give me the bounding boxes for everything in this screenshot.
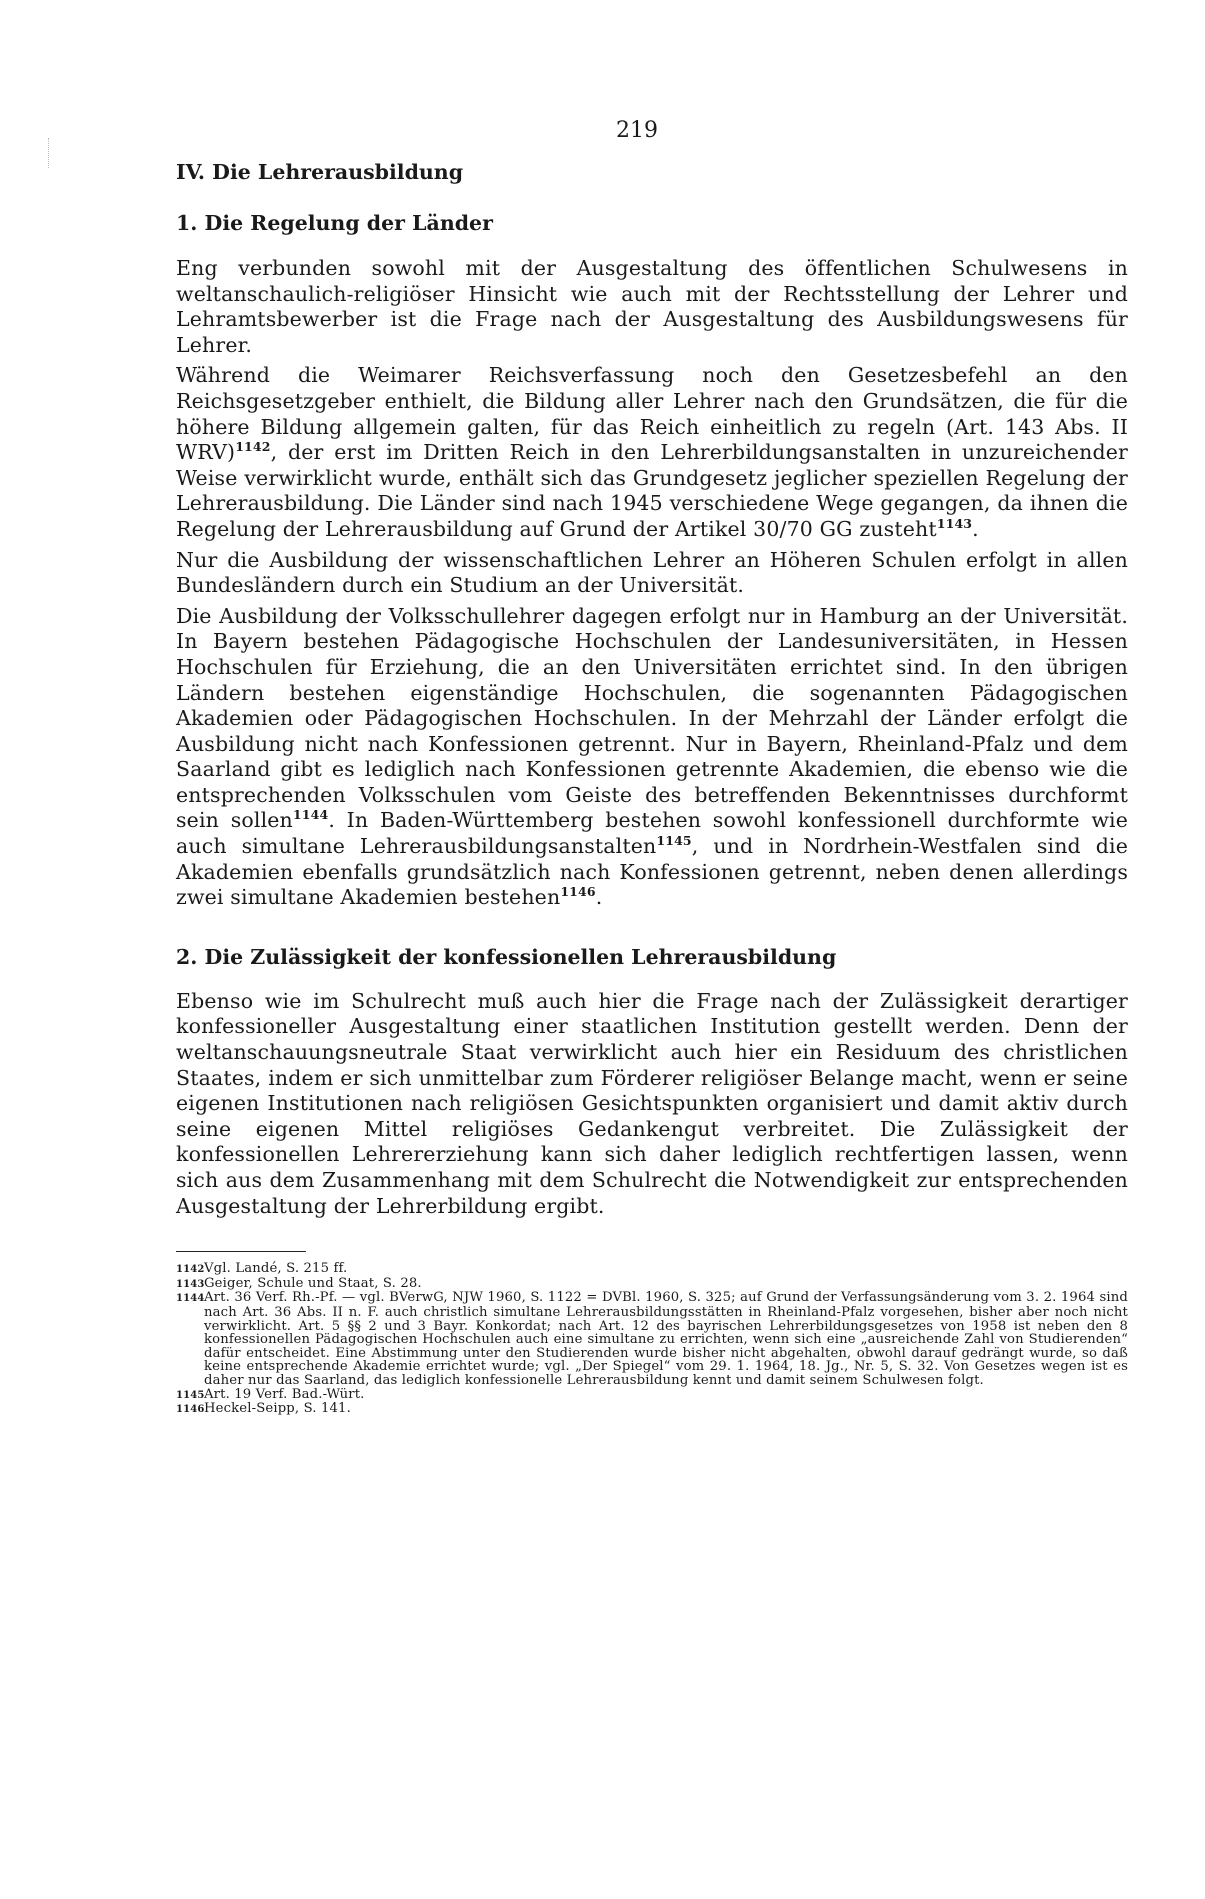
footnote: 1146Heckel-Seipp, S. 141. bbox=[176, 1401, 351, 1417]
scan-margin-marks bbox=[48, 138, 51, 168]
paragraph: Die Ausbildung der Volksschullehrer dagegen erfolgt nur in Hamburg an der Universität. In Bayern bestehen Pädagogische Hochschulen der Landesuniversitäten, in Hessen Hochschulen für Erziehung, die an den Universitäten errichtet sind. In den übrigen Ländern bestehen eigenständige Hochschulen, die sogenannten Pädagogischen Akademien oder Pädagogischen Hochschulen. In der Mehrzahl der Länder erfolgt die Ausbildung nicht nach Konfessionen getrennt. Nur in Bayern, Rheinland-Pfalz und dem Saarland gibt es lediglich nach Konfessionen getrennte Akademien, die ebenso wie die entsprechenden Volksschulen vom Geiste des betreffenden Bekenntnisses durchformt sein sollen$^{1144}$. In Baden-Württemberg bestehen sowohl konfessionell durchformte wie auch simultane Lehrerausbildungsanstalten$^{1145}$, und in Nordrhein-Westfalen sind die Akademien ebenfalls grundsätzlich nach Konfessionen getrennt, neben denen allerdings zwei simultane Akademien bestehen$^{1146}$. bbox=[176, 603, 1128, 910]
book-page bbox=[176, 118, 1128, 1417]
footnote-ref: 1145 bbox=[656, 833, 692, 849]
footnote-separator bbox=[176, 1251, 306, 1252]
paragraph: Während die Weimarer Reichsverfassung noch den Gesetzesbefehl an den Reichsgesetzgeber enthielt, die Bildung aller Lehrer nach den Grundsätzen, die für die höhere Bildung allgemein galten, für das Reich einheitlich zu regeln (Art. 143 Abs. II WRV)$^{1142}$, der erst im Dritten Reich in den Lehrerbildungsanstalten in unzureichender Weise verwirklicht wurde, enthält sich das Grundgesetz jeglicher speziellen Regelung der Lehrerausbildung. Die Länder sind nach 1945 verschiedene Wege gegangen, da ihnen die Regelung der Lehrerausbildung auf Grund der Artikel 30/70 GG zusteht$^{1143}$. bbox=[176, 363, 1128, 541]
paragraph: Ebenso wie im Schulrecht muß auch hier die Frage nach der Zulässigkeit derartiger konfessioneller Ausgestaltung einer staatlichen Institution gestellt werden. Denn der weltanschauungsneutrale Staat verwirklicht auch hier ein Residuum des christlichen Staates, indem er sich unmittelbar zum Förderer religiöser Belange macht, wenn er seine eigenen Institutionen nach religiösen Gesichtspunkten organisiert und damit aktiv durch seine eigenen Mittel religiöses Gedankengut verbreitet. Die Zulässigkeit der konfessionellen Lehrererziehung kann sich daher lediglich rechtfertigen lassen, wenn sich aus dem Zusammenhang mit dem Schulrecht die Notwendigkeit zur entsprechenden Ausgestaltung der Lehrerbildung ergibt. bbox=[176, 988, 1128, 1218]
subsection-heading-2: 2. Die Zulässigkeit der konfessionellen Lehrerausbildung bbox=[176, 944, 837, 969]
footnote-ref: 1144 bbox=[292, 807, 329, 823]
footnote-ref: 1143 bbox=[936, 515, 973, 531]
footnote: 1143Geiger, Schule und Staat, S. 28. bbox=[176, 1275, 422, 1291]
footnote: 1145Art. 19 Verf. Bad.-Würt. bbox=[176, 1386, 365, 1402]
footnotes bbox=[176, 1262, 1128, 1417]
section-heading: IV. Die Lehrerausbildung bbox=[176, 160, 464, 184]
paragraph: Eng verbunden sowohl mit der Ausgestaltung des öffentlichen Schulwesens in weltanschaulich-religiöser Hinsicht wie auch mit der Rechtsstellung der Lehrer und Lehramtsbewerber ist die Frage nach der Ausgestaltung des Ausbildungswesens für Lehrer. bbox=[176, 256, 1128, 357]
footnote-ref: 1142 bbox=[235, 439, 271, 455]
footnote: 1142Vgl. Landé, S. 215 ff. bbox=[176, 1261, 348, 1277]
footnote-ref: 1146 bbox=[560, 884, 596, 900]
footnote: 1144Art. 36 Verf. Rh.-Pf. — vgl. BVerwG, NJW 1960, S. 1122 = DVBl. 1960, S. 325; auf Grund der Verfassungsänderung vom 3. 2. 1964 sind nach Art. 36 Abs. II n. F. auch christlich simultane Lehrerausbildungsstätten in Rheinland-Pfalz vorgesehen, bisher aber noch nicht verwirklicht. Art. 5 §§ 2 und 3 Bayr. Konkordat; nach Art. 12 des bayrischen Lehrerbildungsgesetzes von 1958 ist neben den 8 konfessionellen Pädagogischen Hochschulen auch eine simultane zu errichten, wenn sich eine „ausreichende Zahl von Studierenden“ dafür entscheidet. Eine Abstimmung unter den Studierenden wurde bisher nicht abgehalten, obwohl darauf gedrängt wurde, so daß keine entsprechende Akademie errichtet wurde; vgl. „Der Spiegel“ vom 29. 1. 1964, 18. Jg., Nr. 5, S. 32. Von Gesetzes wegen ist es daher nur das Saarland, das lediglich konfessionelle Lehrerausbildung kennt und damit seinem Schulwesen folgt. bbox=[176, 1290, 1128, 1388]
paragraph: Nur die Ausbildung der wissenschaftlichen Lehrer an Höheren Schulen erfolgt in allen Bundesländern durch ein Studium an der Universität. bbox=[176, 547, 1128, 598]
subsection-heading-1: 1. Die Regelung der Länder bbox=[176, 211, 493, 235]
page-number: 219 bbox=[616, 118, 658, 143]
